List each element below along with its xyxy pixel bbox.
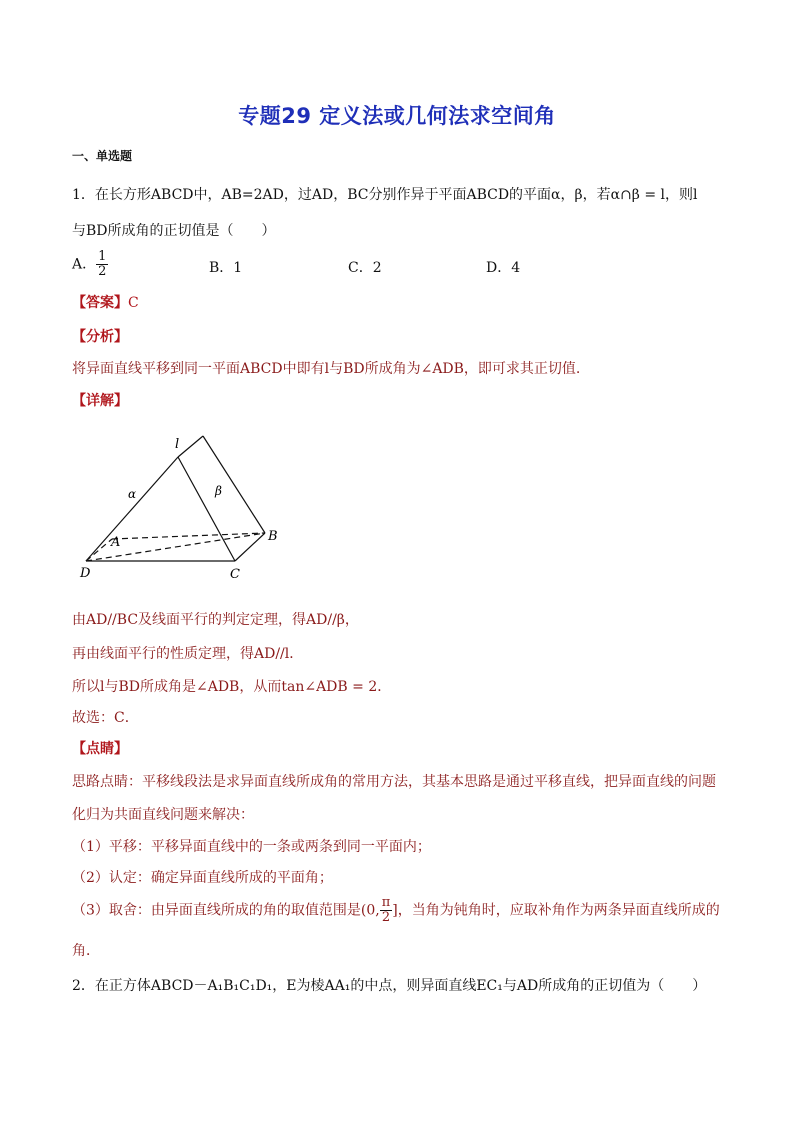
answer-line [72, 292, 139, 312]
option-b: B．1 [209, 260, 243, 276]
label-beta: β [215, 484, 222, 498]
page-title: 专题29 定义法或几何法求空间角 [238, 104, 556, 128]
option-a-denominator: 2 [98, 264, 107, 279]
comment-line-4: （2）认定：确定异面直线所成的平面角； [72, 870, 333, 886]
edge-D-l1 [86, 457, 178, 561]
label-alpha: α [128, 487, 137, 501]
detail-tag: 【详解】 [72, 393, 128, 409]
comment-line-3: （1）平移：平移异面直线中的一条或两条到同一平面内； [72, 839, 431, 855]
comment-line-5-post: ]，当角为钝角时，应取补角作为两条异面直线所成的 [392, 902, 720, 919]
analysis-tag: 【分析】 [72, 329, 128, 345]
label-l: l [175, 437, 180, 452]
detail-line-3: 所以l与BD所成角是∠ADB，从而tan∠ADB = 2． [72, 679, 392, 695]
label-A: A [111, 535, 121, 550]
answer-tag: 【答案】 [72, 295, 128, 311]
answer-value: C [128, 295, 139, 311]
comment-line-1: 思路点睛：平移线段法是求异面直线所成角的常用方法，其基本思路是通过平移直线，把异面直线的问题 [72, 774, 716, 790]
comment-line-5-numerator: π [381, 895, 391, 910]
comment-line-5-fraction [380, 896, 393, 925]
option-a-fraction [96, 250, 108, 279]
option-a [72, 250, 108, 279]
comment-tag: 【点睛】 [72, 741, 128, 757]
question-1-text-line-2: 与BD所成角的正切值是（ ） [72, 223, 276, 239]
detail-tag-line [72, 390, 128, 410]
label-D: D [80, 566, 91, 581]
option-c: C．2 [348, 260, 382, 276]
comment-tag-line [72, 738, 128, 758]
label-C: C [230, 567, 240, 582]
comment-line-5 [72, 896, 720, 925]
edge-l-top [178, 436, 203, 457]
label-B: B [268, 529, 278, 544]
question-2-text: 2．在正方体ABCD－A₁B₁C₁D₁，E为棱AA₁的中点，则异面直线EC₁与AD所成角的正切值为（ ） [72, 978, 707, 994]
detail-line-1: 由AD//BC及线面平行的判定定理，得AD//β， [72, 612, 359, 628]
comment-line-2: 化归为共面直线问题来解决： [72, 807, 254, 823]
option-a-numerator: 1 [98, 249, 107, 264]
section-heading: 一、单选题 [72, 149, 133, 163]
option-a-prefix: A． [72, 256, 97, 273]
analysis-tag-line [72, 326, 128, 346]
comment-line-5-pre: （3）取舍：由异面直线所成的角的取值范围是(0, [72, 902, 380, 919]
comment-line-6: 角． [72, 943, 100, 959]
geometry-figure [72, 428, 292, 588]
edge-A-B [112, 533, 265, 539]
detail-line-2: 再由线面平行的性质定理，得AD//l． [72, 646, 304, 662]
question-1-text-line-1: 1．在长方形ABCD中，AB=2AD，过AD，BC分别作异于平面ABCD的平面α，β，若α∩β = l，则l [72, 187, 698, 203]
detail-line-4: 故选：C． [72, 710, 139, 726]
comment-line-5-denominator: 2 [381, 910, 391, 925]
option-d: D．4 [486, 260, 521, 276]
analysis-text: 将异面直线平移到同一平面ABCD中即有l与BD所成角为∠ADB，即可求其正切值. [72, 361, 581, 377]
